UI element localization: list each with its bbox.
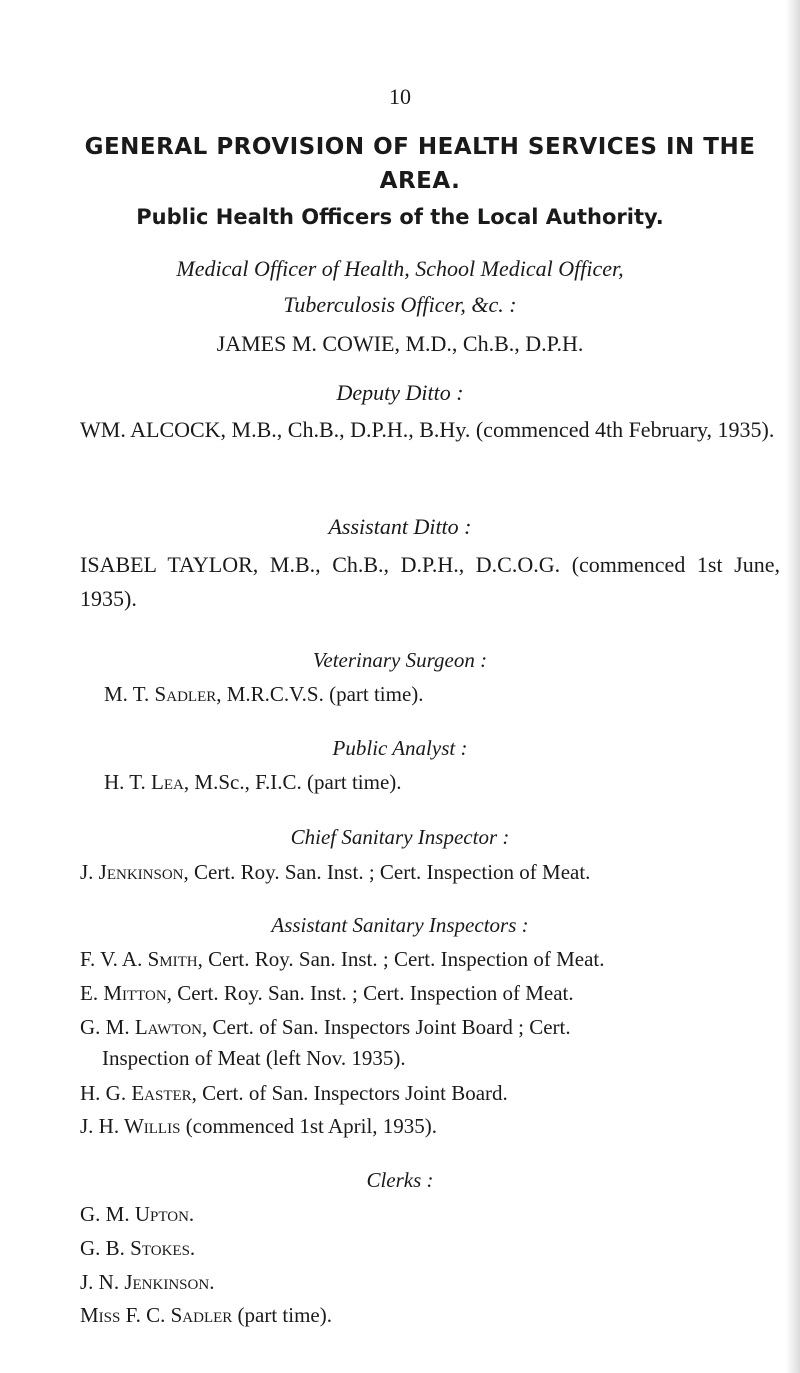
clerk-name: J. N. Jenkinson bbox=[80, 1270, 210, 1294]
inspector-entry bbox=[80, 981, 780, 1006]
inspector-entry bbox=[80, 1114, 780, 1139]
analyst-title: Public Analyst : bbox=[332, 736, 468, 760]
clerk-name: G. B. Stokes bbox=[80, 1236, 190, 1260]
inspector-name: J. H. Willis bbox=[80, 1114, 181, 1138]
inspector-entry bbox=[80, 1015, 780, 1040]
inspector-entry bbox=[80, 1081, 780, 1106]
clerk-entry bbox=[80, 1202, 780, 1227]
analyst-entry bbox=[104, 770, 800, 795]
clerk-note: . bbox=[189, 1236, 196, 1260]
clerk-entry bbox=[80, 1270, 780, 1295]
clerk-entry bbox=[80, 1236, 780, 1261]
chief-inspector-qualifications: , Cert. Roy. San. Inst. ; Cert. Inspection of Meat. bbox=[183, 860, 591, 884]
section-heading: GENERAL PROVISION OF HEALTH SERVICES IN THE AREA. bbox=[84, 134, 756, 194]
assistant-inspectors-title: Assistant Sanitary Inspectors : bbox=[271, 913, 529, 937]
vet-name: M. T. Sadler bbox=[104, 682, 217, 706]
inspector-qualifications: , Cert. of San. Inspectors Joint Board ; Cert. bbox=[202, 1015, 571, 1039]
vet-qualifications: , M.R.C.V.S. (part time). bbox=[216, 682, 424, 706]
inspector-continuation-text: Inspection of Meat (left Nov. 1935). bbox=[102, 1046, 406, 1070]
assistant-text: ISABEL TAYLOR, M.B., Ch.B., D.P.H., D.C.O.G. (commenced 1st June, 1935). bbox=[80, 552, 780, 611]
chief-inspector-name: J. Jenkinson bbox=[80, 860, 184, 884]
moh-title-line1: Medical Officer of Health, School Medical Officer, bbox=[176, 256, 624, 281]
analyst-name: H. T. Lea bbox=[104, 770, 184, 794]
vet-title: Veterinary Surgeon : bbox=[312, 648, 488, 672]
inspector-qualifications: , Cert. Roy. San. Inst. ; Cert. Inspection of Meat. bbox=[166, 981, 574, 1005]
clerk-note: . bbox=[188, 1202, 195, 1226]
chief-inspector-title: Chief Sanitary Inspector : bbox=[290, 825, 510, 849]
inspector-name: H. G. Easter bbox=[80, 1081, 192, 1105]
analyst-qualifications: , M.Sc., F.I.C. (part time). bbox=[183, 770, 402, 794]
clerk-name: Miss F. C. Sadler bbox=[80, 1303, 233, 1327]
section-subheading: Public Health Officers of the Local Authority. bbox=[136, 205, 664, 229]
vet-entry bbox=[104, 682, 800, 707]
inspector-name: G. M. Lawton bbox=[80, 1015, 203, 1039]
moh-name: JAMES M. COWIE, M.D., Ch.B., D.P.H. bbox=[216, 331, 584, 356]
deputy-title: Deputy Ditto : bbox=[336, 380, 464, 405]
deputy-text: WM. ALCOCK, M.B., Ch.B., D.P.H., B.Hy. (commenced 4th February, 1935). bbox=[80, 417, 775, 442]
inspector-entry-continuation bbox=[80, 1046, 780, 1071]
inspector-qualifications: , Cert. of San. Inspectors Joint Board. bbox=[191, 1081, 508, 1105]
inspector-entry bbox=[80, 947, 780, 972]
inspector-qualifications: (commenced 1st April, 1935). bbox=[180, 1114, 438, 1138]
assistant-title: Assistant Ditto : bbox=[328, 514, 472, 539]
inspector-name: E. Mitton bbox=[80, 981, 167, 1005]
clerk-note: . bbox=[209, 1270, 215, 1294]
page-number: 10 bbox=[389, 84, 411, 109]
clerk-entry bbox=[80, 1303, 780, 1328]
clerk-note: (part time). bbox=[232, 1303, 332, 1327]
clerks-title: Clerks : bbox=[366, 1168, 434, 1192]
chief-inspector-entry bbox=[80, 860, 780, 885]
inspector-qualifications: , Cert. Roy. San. Inst. ; Cert. Inspection of Meat. bbox=[197, 947, 605, 971]
moh-title-line2: Tuberculosis Officer, &c. : bbox=[283, 292, 517, 317]
inspector-name: F. V. A. Smith bbox=[80, 947, 198, 971]
clerk-name: G. M. Upton bbox=[80, 1202, 189, 1226]
